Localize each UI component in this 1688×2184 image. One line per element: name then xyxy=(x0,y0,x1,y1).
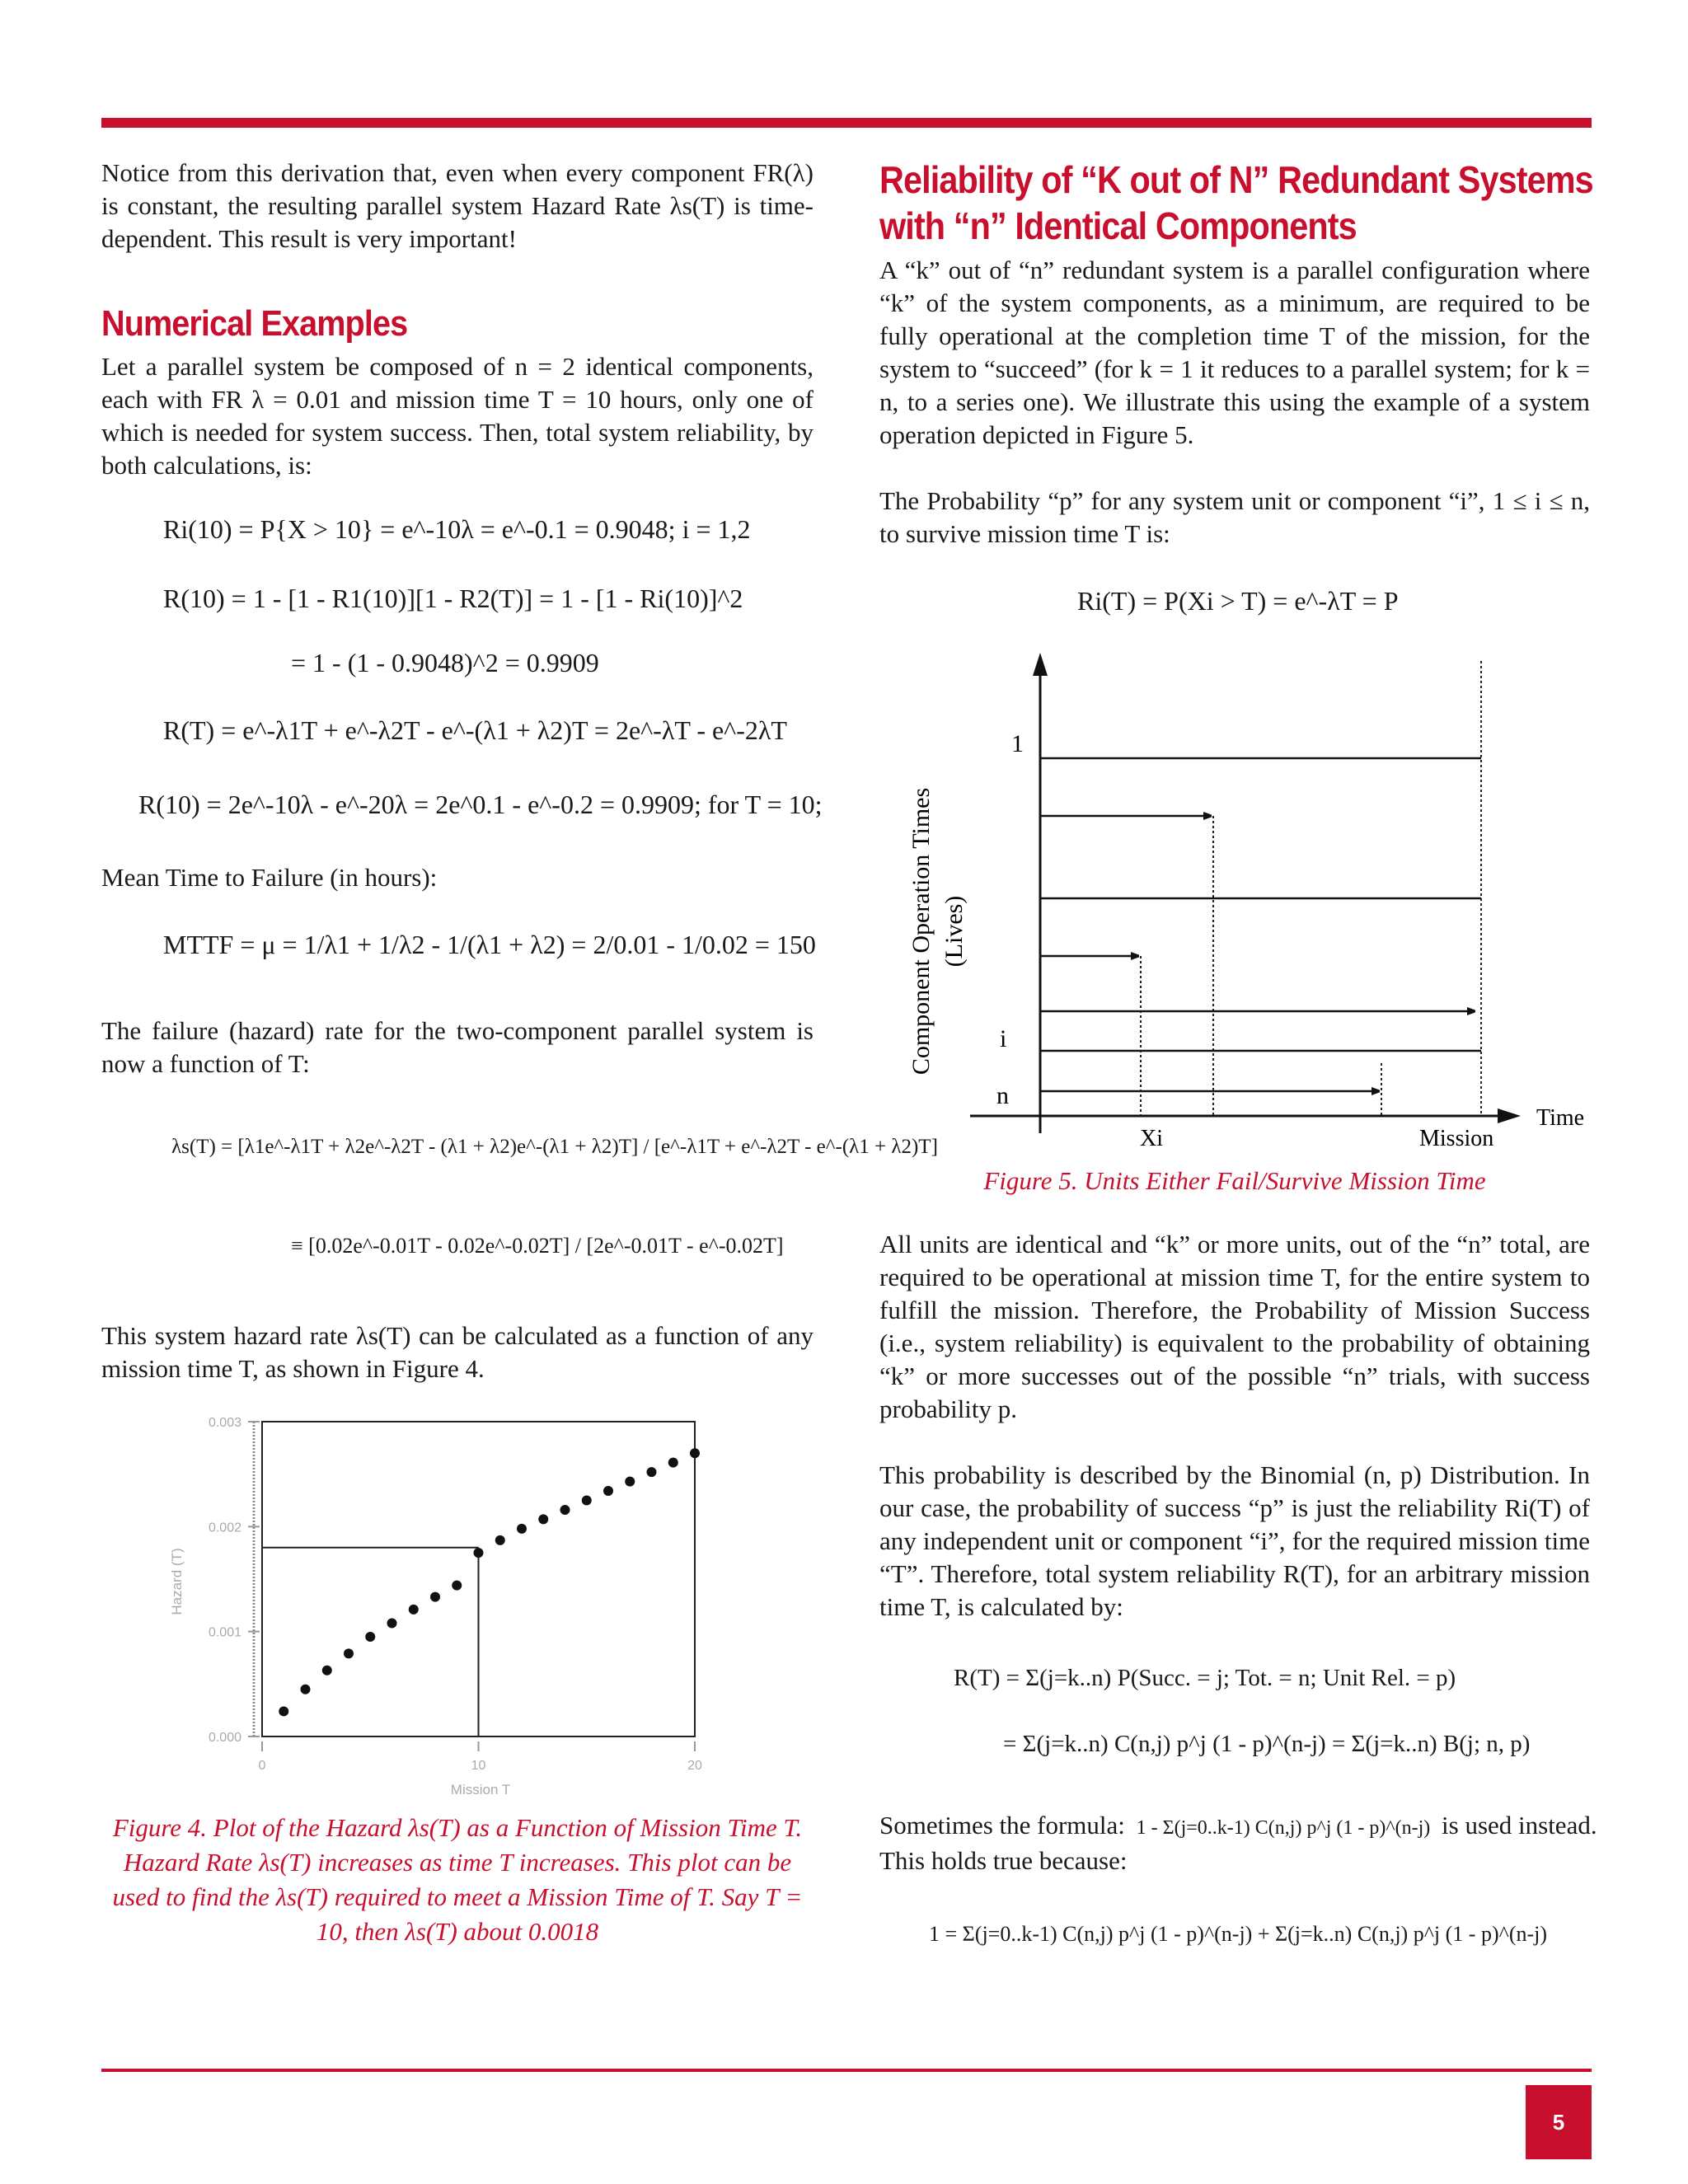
failure-rate-paragraph: The failure (hazard) rate for the two-component parallel system is now a function of T: xyxy=(101,1016,814,1078)
heading-numerical-examples: Numerical Examples xyxy=(101,303,408,344)
row-label-i: i xyxy=(1000,1025,1007,1052)
diagram-y-label-1: Component Operation Times xyxy=(907,787,935,1076)
x-tick-label: 0 xyxy=(258,1759,266,1773)
equation-hazard-general: λs(T) = [λ1e^-λ1T + λ2e^-λ2T - (λ1 + λ2)e^-(λ1 + λ2)T] / [e^-λ1T + e^-λ2T - e^-(λ1 + λ2)T] xyxy=(171,1136,938,1158)
equation-identity: 1 = Σ(j=0..k-1) C(n,j) p^j (1 - p)^(n-j) + Σ(j=k..n) C(n,j) p^j (1 - p)^(n-j) xyxy=(929,1922,1548,1946)
binomial-paragraph: This probability is described by the Binomial (n, p) Distribution. In our case, the probability of success “p” is just the reliability Ri(T) of any independent unit or component “i”, for the required mission time “T”. Therefore, total system reliability R(T), for an arbitrary mission time T, is calculated by: xyxy=(879,1460,1590,1621)
data-point xyxy=(582,1496,592,1506)
y-tick-label: 0.001 xyxy=(208,1625,241,1640)
k-out-of-n-paragraph: A “k” out of “n” redundant system is a parallel configuration where “k” of the system components, as a minimum, are required to be fully operational at the completion time T of the mission, for the system to “succeed” (for k = 1 it reduces to a parallel system; for k = n, to a series one). We illustrate this using the example of a system operation depicted in Figure 5. xyxy=(879,255,1590,449)
equation-r10-value: = 1 - (1 - 0.9048)^2 = 0.9909 xyxy=(291,648,599,677)
equation-rt-binomial: = Σ(j=k..n) C(n,j) p^j (1 - p)^(n-j) = Σ(j=k..n) B(j; n, p) xyxy=(1003,1731,1531,1757)
equation-rt-sum: R(T) = Σ(j=k..n) P(Succ. = j; Tot. = n; Unit Rel. = p) xyxy=(954,1665,1456,1691)
equation-mttf: MTTF = μ = 1/λ1 + 1/λ2 - 1/(λ1 + λ2) = 2/0.01 - 1/0.02 = 150 xyxy=(163,930,816,959)
sometimes-prefix: Sometimes the formula: xyxy=(879,1811,1125,1840)
diagram-y-label-2: (Lives) xyxy=(940,895,968,968)
y-tick-label: 0.000 xyxy=(208,1731,241,1745)
y-axis-label: Hazard (T) xyxy=(169,1548,185,1615)
mttf-label: Mean Time to Failure (in hours): xyxy=(101,863,438,892)
data-point xyxy=(690,1448,700,1458)
equation-rt-exponential: R(T) = e^-λ1T + e^-λ2T - e^-(λ1 + λ2)T = 2e^-λT - e^-2λT xyxy=(163,715,787,745)
sometimes-suffix: is used instead. xyxy=(1442,1811,1597,1840)
axis-label-time: Time xyxy=(1536,1105,1585,1131)
data-point xyxy=(517,1524,527,1534)
equation-r10-exponential: R(10) = 2e^-10λ - e^-20λ = 2e^0.1 - e^-0.2 = 0.9909; for T = 10; xyxy=(138,790,823,819)
bottom-rule xyxy=(101,2069,1592,2072)
figure-5 xyxy=(879,643,1590,1179)
sometimes-line xyxy=(879,1809,1597,1844)
intro-paragraph: Notice from this derivation that, even when every component FR(λ) is constant, the resulting parallel system Hazard Rate λs(T) is time-dependent. This result is very important! xyxy=(101,158,814,253)
data-point xyxy=(301,1685,311,1694)
data-point xyxy=(668,1458,678,1468)
axis-label-mission: Mission xyxy=(1419,1126,1494,1151)
x-axis xyxy=(970,1108,1521,1123)
y-tick-label: 0.003 xyxy=(208,1416,241,1430)
data-point xyxy=(560,1505,570,1515)
data-point xyxy=(430,1592,440,1602)
data-point xyxy=(603,1486,613,1496)
figure-4 xyxy=(101,1408,814,1804)
reliability-equations xyxy=(101,507,823,861)
row-label-1: 1 xyxy=(1011,730,1024,757)
x-tick-label: 10 xyxy=(471,1759,486,1773)
top-rule xyxy=(101,118,1592,128)
x-axis-label: Mission T xyxy=(450,1782,511,1797)
heading-k-out-of-n: Reliability of “K out of N” Redundant Systems xyxy=(879,158,1593,201)
hazard-equations xyxy=(101,1113,938,1303)
equation-ri10: Ri(10) = P{X > 10} = e^-10λ = e^-0.1 = 0.9048; i = 1,2 xyxy=(163,514,751,544)
data-point xyxy=(344,1648,354,1658)
y-tick-label: 0.002 xyxy=(208,1521,241,1535)
equation-r10-product: R(10) = 1 - [1 - R1(10)][1 - R2(T)] = 1 - [1 - Ri(10)]^2 xyxy=(163,583,743,613)
data-point xyxy=(452,1581,462,1591)
equation-ri-t: Ri(T) = P(Xi > T) = e^-λT = P xyxy=(1077,586,1399,616)
data-point xyxy=(365,1632,375,1642)
axis-label-xi: Xi xyxy=(1140,1126,1163,1151)
data-point xyxy=(538,1514,548,1524)
data-point xyxy=(495,1535,505,1545)
data-point xyxy=(322,1666,332,1675)
hazard-paragraph: This system hazard rate λs(T) can be calculated as a function of any mission time T, as shown in Figure 4. xyxy=(101,1321,814,1383)
x-tick-label: 20 xyxy=(687,1759,702,1773)
unit-lifetimes-diagram xyxy=(879,643,1590,1179)
equation-alternative: 1 - Σ(j=0..k-1) C(n,j) p^j (1 - p)^(n-j) xyxy=(1136,1817,1431,1839)
hazard-plot xyxy=(101,1408,814,1804)
figure-4-caption: Figure 4. Plot of the Hazard λs(T) as a Function of Mission Time T. Hazard Rate λs(T) increases as time T increases. This plot can be used to find the λs(T) required to meet a Mission Time of T. Say T = 10, then λs(T) about 0.0018 xyxy=(112,1813,803,1946)
holds-true-line: This holds true because: xyxy=(879,1846,1128,1875)
equation-hazard-numeric: ≡ [0.02e^-0.01T - 0.02e^-0.02T] / [2e^-0.01T - e^-0.02T] xyxy=(291,1234,784,1258)
data-point xyxy=(387,1618,397,1628)
data-point xyxy=(625,1477,635,1487)
page-number: 5 xyxy=(1526,2085,1592,2159)
data-point xyxy=(647,1467,657,1477)
figure-5-caption: Figure 5. Units Either Fail/Survive Mission Time xyxy=(983,1166,1486,1195)
data-point xyxy=(279,1706,288,1716)
data-point xyxy=(409,1605,419,1615)
right-column xyxy=(879,157,1597,1952)
row-label-n: n xyxy=(996,1082,1009,1109)
probability-p-paragraph: The Probability “p” for any system unit or component “i”, 1 ≤ i ≤ n, to survive mission time T is: xyxy=(879,486,1590,548)
numerical-paragraph: Let a parallel system be composed of n = 2 identical components, each with FR λ = 0.01 and mission time T = 10 hours, only one of which is needed for system success. Then, total system reliability, by both calculations, is: xyxy=(101,352,814,480)
y-axis xyxy=(1033,653,1048,1133)
data-point xyxy=(474,1548,484,1558)
heading-k-out-of-n-line2: with “n” Identical Components xyxy=(879,204,1357,247)
identical-units-paragraph: All units are identical and “k” or more units, out of the “n” total, are required to be operational at mission time T, for the entire system to fulfill the mission. Therefore, the Probability of Mission Success (i.e., system reliability) is equivalent to the probability of obtaining “k” or more successes out of the possible “n” trials, with success probability p. xyxy=(879,1230,1590,1423)
